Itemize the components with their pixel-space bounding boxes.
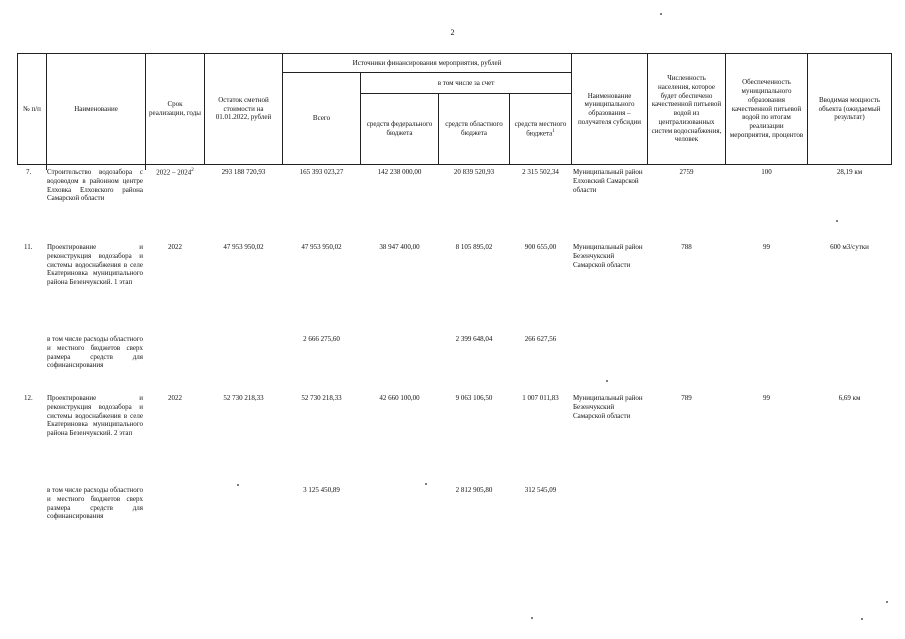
scan-speck bbox=[237, 484, 239, 486]
header-federal: средств федерального бюджета bbox=[360, 93, 439, 165]
row-12-sub-regional: 2 812 905,80 bbox=[455, 486, 493, 494]
scan-speck bbox=[886, 601, 888, 603]
row-12-name: Проектирование и реконструкция водозабора и системы водоснабжения в селе Екатериновка муниципального района Безенчукский. 2 этап bbox=[47, 394, 143, 437]
row-7-term: 2022 – 2024$^2$ bbox=[156, 168, 194, 177]
header-regional: средств областного бюджета bbox=[438, 93, 510, 165]
row-12-sub-total: 3 125 450,89 bbox=[303, 486, 340, 494]
header-including: в том числе за счет bbox=[360, 72, 572, 94]
row-12-regional: 9 063 106,50 bbox=[455, 394, 493, 402]
scan-speck bbox=[660, 13, 662, 15]
header-population: Численность населения, которое будет обеспечено качественной питьевой водой из централизованных систем водоснабжения, человек bbox=[647, 53, 726, 165]
row-7-capacity: 28,19 км bbox=[836, 168, 863, 176]
row-12-sub-local: 312 545,09 bbox=[524, 486, 557, 494]
row-7-total: 165 393 023,27 bbox=[299, 168, 344, 176]
header-total: Всего bbox=[282, 72, 361, 165]
row-12-local: 1 007 011,83 bbox=[522, 394, 559, 402]
term-footnote-mark: 2 bbox=[191, 168, 194, 173]
row-12-provision: 99 bbox=[763, 394, 770, 402]
row-12-sub-name: в том числе расходы областного и местного бюджетов сверх размера средств для софинансирования bbox=[47, 486, 143, 521]
scan-speck bbox=[606, 380, 608, 382]
row-11-municipality: Муниципальный район Безенчукский Самарской области bbox=[573, 243, 643, 269]
row-11-total: 47 953 950,02 bbox=[301, 243, 342, 251]
header-name: Наименование bbox=[46, 53, 146, 165]
row-7-regional: 20 839 520,93 bbox=[453, 168, 495, 176]
row-7-no: 7. bbox=[26, 168, 32, 176]
header-term: Срок реализации, годы bbox=[145, 53, 205, 165]
row-7-local: 2 315 502,34 bbox=[522, 168, 559, 176]
header-no: № п/п bbox=[17, 53, 47, 165]
scan-speck bbox=[861, 618, 863, 620]
row-12-federal: 42 660 100,00 bbox=[379, 394, 420, 402]
header-capacity: Вводимая мощность объекта (ожидаемый результат) bbox=[807, 53, 892, 165]
row-7-municipality: Муниципальный район Елховский Самарской области bbox=[573, 168, 643, 194]
row-7-population: 2759 bbox=[679, 168, 694, 176]
header-municipality: Наименование муниципального образования – получателя субсидии bbox=[571, 53, 648, 165]
row-11-term: 2022 bbox=[168, 243, 182, 251]
row-7-federal: 142 238 000,00 bbox=[377, 168, 422, 176]
row-11-no: 11. bbox=[24, 243, 33, 251]
header-local: средств местного бюджета$^1$ bbox=[509, 93, 572, 165]
row-12-no: 12. bbox=[24, 394, 33, 402]
local-footnote-mark: 1 bbox=[552, 128, 555, 134]
row-12-term: 2022 bbox=[168, 394, 182, 402]
page-number: 2 bbox=[450, 28, 455, 37]
row-11-population: 788 bbox=[681, 243, 692, 251]
row-7-provision: 100 bbox=[761, 168, 772, 176]
row-12-total: 52 730 218,33 bbox=[301, 394, 342, 402]
header-provision: Обеспеченность муниципального образования качественной питьевой водой по итогам реализации мероприятия, процентов bbox=[725, 53, 808, 165]
scan-speck bbox=[531, 617, 533, 619]
scan-speck bbox=[425, 483, 427, 485]
row-11-regional: 8 105 895,02 bbox=[455, 243, 493, 251]
row-12-population: 789 bbox=[681, 394, 692, 402]
row-11-name: Проектирование и реконструкция водозабора и системы водоснабжения в селе Екатериновка муниципального района Безенчукский. 1 этап bbox=[47, 243, 143, 286]
scan-speck bbox=[836, 220, 838, 222]
header-balance: Остаток сметной стоимости на 01.01.2022, рублей bbox=[204, 53, 283, 165]
header-sources: Источники финансирования мероприятия, рублей bbox=[282, 53, 572, 73]
row-7-name: Строительство водозабора с водоводом в районном центре Елховка Елховского района Самарской области bbox=[47, 168, 143, 203]
row-12-balance: 52 730 218,33 bbox=[223, 394, 264, 402]
row-11-capacity: 600 м3/сутки bbox=[830, 243, 869, 251]
row-12-capacity: 6,69 км bbox=[838, 394, 861, 402]
row-11-sub-name: в том числе расходы областного и местного бюджетов сверх размера средств для софинансирования bbox=[47, 335, 143, 370]
row-11-sub-total: 2 666 275,60 bbox=[303, 335, 340, 343]
row-11-sub-regional: 2 399 648,04 bbox=[455, 335, 493, 343]
row-11-balance: 47 953 950,02 bbox=[223, 243, 264, 251]
row-11-federal: 38 947 400,00 bbox=[379, 243, 420, 251]
row-12-municipality: Муниципальный район Безенчукский Самарской области bbox=[573, 394, 643, 420]
row-11-provision: 99 bbox=[763, 243, 770, 251]
row-11-sub-local: 266 627,56 bbox=[524, 335, 557, 343]
row-7-balance: 293 188 720,93 bbox=[221, 168, 266, 176]
row-11-local: 900 655,00 bbox=[524, 243, 557, 251]
